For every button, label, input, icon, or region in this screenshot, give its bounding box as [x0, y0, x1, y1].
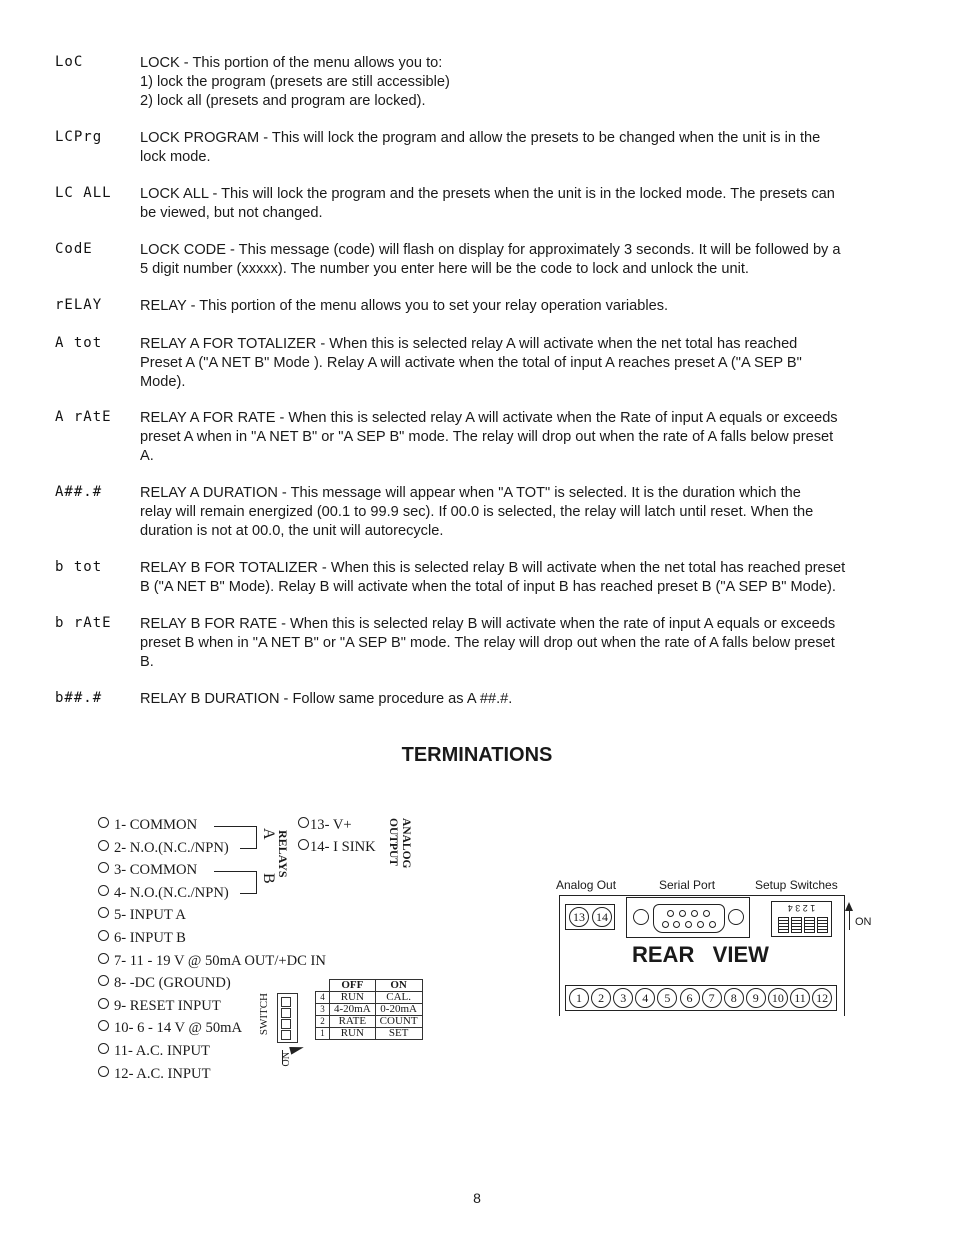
on-arrow-icon	[845, 902, 853, 911]
relay-a-label: A	[260, 828, 277, 840]
terminal-label: 12- A.C. INPUT	[114, 1066, 211, 1082]
rear-terminal-pin: 14	[592, 907, 612, 927]
terminal-strip	[565, 985, 837, 1011]
analog-out-label: Analog Out	[556, 878, 617, 892]
description-line: B.	[140, 654, 154, 670]
terminal-circle-icon	[98, 862, 109, 873]
serial-port-connector	[626, 897, 750, 938]
display-code: b tot	[55, 559, 103, 575]
display-code: A##.#	[55, 484, 103, 500]
rear-panel-top-edge	[559, 895, 844, 896]
terminal-circle-icon	[98, 930, 109, 941]
relay-b-line	[256, 871, 257, 894]
description-line: be viewed, but not changed.	[140, 205, 323, 221]
relay-a-line	[214, 826, 256, 827]
terminal-label: 7- 11 - 19 V @ 50mA OUT/+DC IN	[114, 953, 326, 969]
rear-terminal-pin: 3	[613, 988, 633, 1008]
entry-description	[140, 185, 900, 223]
terminal-item	[98, 1066, 210, 1083]
terminal-label: 1- COMMON	[114, 817, 198, 833]
rear-terminal-pin: 8	[724, 988, 744, 1008]
terminal-circle-icon	[98, 817, 109, 828]
terminal-circle-icon	[98, 840, 109, 851]
terminal-item	[98, 975, 231, 992]
relays-label: RELAYS	[276, 830, 290, 878]
switch-number: 1	[316, 1028, 330, 1040]
description-line: Mode).	[140, 374, 186, 390]
rear-view-title: REAR VIEW	[632, 942, 769, 967]
terminal-circle-icon	[98, 975, 109, 986]
description-line: RELAY B FOR RATE - When this is selected relay B will activate when the rate of input A equals or exceeds	[140, 616, 836, 632]
db9-connector-icon	[653, 904, 725, 933]
description-line: preset B when in "A NET B" or "A SEP B" mode. The relay will drop out when the rate of A falls below preset	[140, 635, 835, 651]
switch-on-value: 0-20mA	[375, 1004, 422, 1016]
description-line: RELAY A FOR TOTALIZER - When this is selected relay A will activate when the net total has reached	[140, 336, 798, 352]
display-code: LC ALL	[55, 185, 112, 201]
entry-description	[140, 54, 900, 111]
terminal-item	[98, 1020, 242, 1037]
description-line: preset A when in "A NET B" or "A SEP B" mode. The relay will drop out when the rate of A falls below preset	[140, 429, 834, 445]
display-code: CodE	[55, 241, 93, 257]
screw-icon	[728, 909, 744, 925]
description-line: RELAY A FOR RATE - When this is selected relay A will activate when the Rate of input A equals or exceeds	[140, 410, 838, 426]
switch-off-value: 4-20mA	[330, 1004, 376, 1016]
description-line: Preset A ("A NET B" Mode ). Relay A will activate when the total of input A reaches preset A ("A SEP B"	[140, 355, 802, 371]
terminal-item	[98, 930, 186, 947]
entry-description	[140, 241, 900, 279]
terminal-circle-icon	[298, 839, 309, 850]
analog-output-label: ANALOG OUTPUT	[387, 818, 412, 869]
terminal-circle-icon	[298, 817, 309, 828]
description-line: B ("A NET B" Mode). Relay B will activate when the total of input B has reached preset B ("A SEP B" Mode).	[140, 579, 836, 595]
rear-terminal-pin: 10	[768, 988, 788, 1008]
switch-off-value: RATE	[330, 1016, 376, 1028]
terminal-circle-icon	[98, 885, 109, 896]
relay-b-label: B	[260, 873, 277, 884]
rear-panel-right-edge	[844, 895, 845, 1016]
terminal-label: 5- INPUT A	[114, 907, 186, 923]
terminal-label: 2- N.O.(N.C./NPN)	[114, 840, 229, 856]
terminal-label: 9- RESET INPUT	[114, 998, 221, 1014]
relay-a-line	[256, 826, 257, 849]
display-code: LCPrg	[55, 129, 103, 145]
page-number: 8	[473, 1190, 481, 1206]
terminal-item	[98, 840, 229, 857]
rear-terminal-pin: 11	[790, 988, 810, 1008]
on-arrow-icon	[849, 908, 850, 930]
rear-terminal-pin: 9	[746, 988, 766, 1008]
rear-terminal-pin: 1	[569, 988, 589, 1008]
rear-terminal-pin: 13	[569, 907, 589, 927]
entry-description	[140, 615, 900, 672]
terminal-circle-icon	[98, 953, 109, 964]
rear-terminal-pin: 6	[680, 988, 700, 1008]
switch-on-value: COUNT	[375, 1016, 422, 1028]
screw-icon	[633, 909, 649, 925]
terminal-13: 13- V+	[298, 817, 352, 834]
terminal-item	[98, 953, 326, 970]
description-line: 2) lock all (presets and program are locked).	[140, 93, 426, 109]
terminal-circle-icon	[98, 998, 109, 1009]
description-line: lock mode.	[140, 149, 211, 165]
rear-terminal-pin: 5	[657, 988, 677, 1008]
description-line: LOCK CODE - This message (code) will flash on display for approximately 3 seconds. It will be followed by a	[140, 242, 841, 258]
rear-terminal-pin: 2	[591, 988, 611, 1008]
setup-switches-label: Setup Switches	[755, 878, 838, 892]
switch-off-value: RUN	[330, 992, 376, 1004]
display-code: b##.#	[55, 690, 103, 706]
description-line: RELAY - This portion of the menu allows you to set your relay operation variables.	[140, 298, 669, 314]
display-code: A tot	[55, 335, 103, 351]
relay-a-line	[240, 848, 256, 849]
description-line: A.	[140, 448, 154, 464]
relay-b-line	[240, 893, 256, 894]
switch-off-value: RUN	[330, 1028, 376, 1040]
terminal-14: 14- I SINK	[298, 839, 376, 856]
terminal-circle-icon	[98, 1020, 109, 1031]
entry-description	[140, 129, 900, 167]
dip-switch-icon	[277, 993, 298, 1043]
description-line: RELAY B FOR TOTALIZER - When this is selected relay B will activate when the net total has reached preset	[140, 560, 846, 576]
description-line: relay will remain energized (00.1 to 99.9 sec). If 00.0 is selected, the relay will latch until reset. When the	[140, 504, 814, 520]
serial-port-label: Serial Port	[659, 878, 716, 892]
switch-table	[315, 979, 423, 1040]
entry-description	[140, 297, 900, 316]
terminal-item	[98, 885, 229, 902]
terminal-item	[98, 998, 221, 1015]
rear-panel-left-edge	[559, 895, 560, 1016]
analog-out-connector	[565, 904, 615, 930]
terminal-label: 11- A.C. INPUT	[114, 1043, 210, 1059]
switch-label: SWITCH	[258, 993, 270, 1036]
setup-switch-numbers: 1 2 3 4	[787, 903, 816, 913]
switch-on-value: SET	[375, 1028, 422, 1040]
entry-description	[140, 690, 900, 709]
terminal-label: 8- -DC (GROUND)	[114, 975, 231, 991]
terminal-label: 3- COMMON	[114, 862, 198, 878]
description-line: duration is not at 00.0, the unit will autorecycle.	[140, 523, 444, 539]
switch-on-value: CAL.	[375, 992, 422, 1004]
entry-description	[140, 559, 900, 597]
switch-header-on: ON	[375, 980, 422, 992]
terminal-circle-icon	[98, 1043, 109, 1054]
terminal-item	[98, 862, 197, 879]
rear-terminal-pin: 4	[635, 988, 655, 1008]
switch-number: 2	[316, 1016, 330, 1028]
terminal-label: 6- INPUT B	[114, 930, 186, 946]
terminal-circle-icon	[98, 907, 109, 918]
terminal-item	[98, 817, 197, 834]
terminal-label: 4- N.O.(N.C./NPN)	[114, 885, 229, 901]
display-code: A rAtE	[55, 409, 112, 425]
section-heading: TERMINATIONS	[401, 744, 553, 766]
description-line: LOCK - This portion of the menu allows you to:	[140, 55, 443, 71]
description-line: RELAY B DURATION - Follow same procedure as A ##.#.	[140, 691, 513, 707]
description-line: LOCK ALL - This will lock the program and the presets when the unit is in the locked mode. The presets can	[140, 186, 835, 202]
display-code: b rAtE	[55, 615, 112, 631]
description-line: LOCK PROGRAM - This will lock the program and allow the presets to be changed when the unit is in the	[140, 130, 821, 146]
relay-b-line	[214, 871, 256, 872]
entry-description	[140, 335, 900, 392]
display-code: rELAY	[55, 297, 103, 313]
switch-number: 4	[316, 992, 330, 1004]
description-line: RELAY A DURATION - This message will appear when "A TOT" is selected. It is the duration which the	[140, 485, 801, 501]
terminal-item	[98, 907, 186, 924]
terminal-item	[98, 1043, 210, 1060]
rear-on-label: ON	[855, 916, 872, 928]
setup-switch-block	[771, 901, 832, 937]
terminal-circle-icon	[98, 1066, 109, 1077]
switch-header-off: OFF	[330, 980, 376, 992]
description-line: 1) lock the program (presets are still accessible)	[140, 74, 450, 90]
switch-on-label: ON	[281, 1052, 292, 1067]
terminal-label: 10- 6 - 14 V @ 50mA	[114, 1020, 243, 1036]
display-code: LoC	[55, 54, 84, 70]
rear-terminal-pin: 7	[702, 988, 722, 1008]
entry-description	[140, 484, 900, 541]
switch-number: 3	[316, 1004, 330, 1016]
description-line: 5 digit number (xxxxx). The number you enter here will be the code to lock and unlock the unit.	[140, 261, 749, 277]
entry-description	[140, 409, 900, 466]
rear-terminal-pin: 12	[812, 988, 832, 1008]
